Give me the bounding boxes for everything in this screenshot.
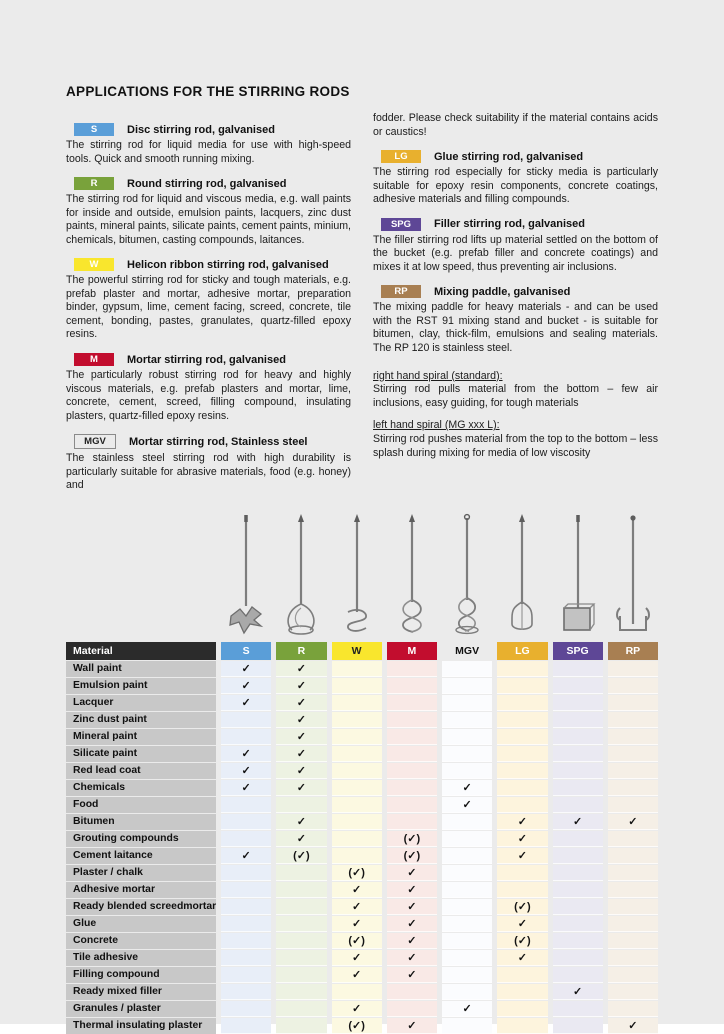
check-cell <box>387 814 437 830</box>
material-cell: Chemicals <box>66 780 216 796</box>
rod-section <box>66 258 351 342</box>
mortar-rod-stainless-icon <box>442 512 492 640</box>
check-cell <box>497 797 547 813</box>
table-row <box>66 899 658 915</box>
check-cell <box>608 899 658 915</box>
check-cell <box>276 950 326 966</box>
disc-rod-icon <box>221 512 271 640</box>
rod-section <box>66 123 351 166</box>
check-cell <box>332 695 382 711</box>
section-header <box>381 218 658 231</box>
check-cell <box>332 678 382 694</box>
material-cell: Thermal insulating plaster <box>66 1018 216 1034</box>
table-row <box>66 729 658 745</box>
column-header-w: W <box>332 642 382 660</box>
check-cell <box>553 848 603 864</box>
spiral-note-label: right hand spiral (standard): <box>373 369 503 382</box>
section-header <box>74 123 351 136</box>
check-cell: ✓ <box>497 916 547 932</box>
check-cell <box>221 950 271 966</box>
spiral-note-body: Stirring rod pulls material from the bottom – few air inclusions, easy guiding, for tough materials <box>373 383 658 409</box>
check-cell <box>553 763 603 779</box>
rod-section <box>373 112 658 139</box>
check-cell <box>387 661 437 677</box>
section-body: The filler stirring rod lifts up material settled on the bottom of the bucket (e.g. prefab filler and concrete coatings) and mixes it at low speed, thus preventing air inclusions. <box>373 233 658 273</box>
check-cell <box>497 780 547 796</box>
m-badge: M <box>74 353 114 366</box>
table-row <box>66 763 658 779</box>
material-cell: Tile adhesive <box>66 950 216 966</box>
check-cell <box>332 746 382 762</box>
check-cell <box>608 916 658 932</box>
check-cell: ✓ <box>442 1001 492 1017</box>
check-cell <box>553 831 603 847</box>
check-cell <box>608 882 658 898</box>
s-badge: S <box>74 123 114 136</box>
check-cell <box>442 746 492 762</box>
material-cell: Grouting compounds <box>66 831 216 847</box>
mgv-badge: MGV <box>74 434 116 449</box>
check-cell: ✓ <box>276 695 326 711</box>
check-cell <box>332 831 382 847</box>
table-row <box>66 780 658 796</box>
glue-rod-icon <box>497 512 547 640</box>
check-cell: ✓ <box>221 695 271 711</box>
check-cell: ✓ <box>276 746 326 762</box>
check-cell <box>608 797 658 813</box>
check-cell <box>221 1001 271 1017</box>
check-cell <box>497 1001 547 1017</box>
material-cell: Bitumen <box>66 814 216 830</box>
table-row <box>66 950 658 966</box>
check-cell: ✓ <box>387 916 437 932</box>
check-cell <box>221 899 271 915</box>
check-cell <box>276 865 326 881</box>
section-header <box>381 150 658 163</box>
check-cell <box>608 780 658 796</box>
check-cell: ✓ <box>332 1001 382 1017</box>
check-cell <box>442 831 492 847</box>
rod-section <box>66 177 351 247</box>
applications-table <box>66 642 658 1034</box>
check-cell <box>553 695 603 711</box>
material-cell: Silicate paint <box>66 746 216 762</box>
check-cell <box>387 797 437 813</box>
check-cell <box>553 950 603 966</box>
check-cell <box>276 916 326 932</box>
check-cell <box>553 882 603 898</box>
check-cell <box>497 746 547 762</box>
check-cell: ✓ <box>221 780 271 796</box>
material-cell: Cement laitance <box>66 848 216 864</box>
page-title: APPLICATIONS FOR THE STIRRING RODS <box>66 84 350 99</box>
check-cell: ✓ <box>497 848 547 864</box>
material-header-cell: Material <box>66 642 216 660</box>
check-cell <box>497 695 547 711</box>
check-cell <box>387 763 437 779</box>
check-cell: ✓ <box>553 984 603 1000</box>
check-cell <box>442 661 492 677</box>
table-row <box>66 831 658 847</box>
check-cell <box>221 865 271 881</box>
w-badge: W <box>74 258 114 271</box>
check-cell <box>553 916 603 932</box>
check-cell <box>497 678 547 694</box>
check-cell <box>497 882 547 898</box>
section-header <box>74 258 351 271</box>
check-cell <box>497 729 547 745</box>
section-header <box>74 177 351 190</box>
section-body: The stirring rod for liquid and viscous media, e.g. wall paints for inside and outside, emulsion paints, lacquers, zinc dust paints, mineral paints, silicate paints, cement paints, minium, chemicals, bitumen, casting compounds, laitances. <box>66 193 351 246</box>
material-cell: Granules / plaster <box>66 1001 216 1017</box>
section-heading: Disc stirring rod, galvanised <box>127 123 275 136</box>
check-cell <box>497 967 547 983</box>
check-cell: ✓ <box>276 780 326 796</box>
check-cell: ✓ <box>332 916 382 932</box>
check-cell: ✓ <box>497 831 547 847</box>
check-cell <box>332 763 382 779</box>
check-cell <box>221 967 271 983</box>
check-cell <box>497 661 547 677</box>
table-row <box>66 1018 658 1034</box>
check-cell <box>608 848 658 864</box>
rod-section <box>66 353 351 423</box>
mixing-paddle-icon <box>608 512 658 640</box>
text-column-left <box>66 112 351 502</box>
check-cell <box>553 780 603 796</box>
table-row <box>66 984 658 1000</box>
table-row <box>66 695 658 711</box>
section-heading: Mortar stirring rod, Stainless steel <box>129 435 308 448</box>
section-body: The stirring rod for liquid media for use with high-speed tools. Quick and smooth running mixing. <box>66 139 351 165</box>
table-row <box>66 967 658 983</box>
section-body: The stirring rod especially for sticky media is particularly suitable for epoxy resin components, concrete coatings, adhesive materials and filling compounds. <box>373 166 658 206</box>
check-cell <box>221 984 271 1000</box>
check-cell: ✓ <box>442 780 492 796</box>
check-cell <box>332 729 382 745</box>
section-heading: Round stirring rod, galvanised <box>127 177 287 190</box>
check-cell <box>387 1001 437 1017</box>
check-cell <box>221 916 271 932</box>
check-cell: (✓) <box>276 848 326 864</box>
check-cell <box>608 763 658 779</box>
check-cell: ✓ <box>387 967 437 983</box>
check-cell: ✓ <box>387 899 437 915</box>
material-cell: Adhesive mortar <box>66 882 216 898</box>
check-cell <box>276 797 326 813</box>
section-header <box>74 353 351 366</box>
check-cell <box>221 1018 271 1034</box>
check-cell: ✓ <box>497 814 547 830</box>
table-row <box>66 661 658 677</box>
section-body: The particularly robust stirring rod for heavy and highly viscous materials, e.g. prefab plasters and mortar, lime, concrete, cement, screed, filling compound, insulating plasters, quartz-filled epoxy resins. <box>66 369 351 422</box>
check-cell: (✓) <box>497 899 547 915</box>
check-cell <box>553 797 603 813</box>
check-cell <box>221 814 271 830</box>
check-cell: ✓ <box>442 797 492 813</box>
check-cell <box>221 933 271 949</box>
material-cell: Ready blended screedmortar <box>66 899 216 915</box>
check-cell <box>387 678 437 694</box>
rp-badge: RP <box>381 285 421 298</box>
check-cell <box>442 848 492 864</box>
material-cell: Red lead coat <box>66 763 216 779</box>
material-cell: Plaster / chalk <box>66 865 216 881</box>
r-badge: R <box>74 177 114 190</box>
check-cell <box>387 695 437 711</box>
check-cell <box>608 831 658 847</box>
section-heading: Glue stirring rod, galvanised <box>434 150 584 163</box>
check-cell: ✓ <box>221 763 271 779</box>
table-row <box>66 916 658 932</box>
check-cell <box>332 848 382 864</box>
stirring-rod-images <box>66 510 658 640</box>
column-header-spg: SPG <box>553 642 603 660</box>
check-cell <box>553 661 603 677</box>
section-heading: Mixing paddle, galvanised <box>434 285 571 298</box>
table-body <box>66 661 658 1034</box>
section-heading: Mortar stirring rod, galvanised <box>127 353 286 366</box>
check-cell <box>387 712 437 728</box>
check-cell <box>332 712 382 728</box>
check-cell <box>332 797 382 813</box>
check-cell <box>387 984 437 1000</box>
check-cell <box>332 780 382 796</box>
check-cell: (✓) <box>332 865 382 881</box>
section-body: The stainless steel stirring rod with high durability is particularly suitable for abrasive materials, food (e.g. honey) and <box>66 452 351 492</box>
check-cell <box>497 712 547 728</box>
check-cell <box>553 729 603 745</box>
table-row <box>66 814 658 830</box>
check-cell <box>221 831 271 847</box>
check-cell: ✓ <box>276 661 326 677</box>
check-cell: ✓ <box>221 678 271 694</box>
check-cell <box>608 865 658 881</box>
column-header-lg: LG <box>497 642 547 660</box>
check-cell <box>608 950 658 966</box>
check-cell <box>442 763 492 779</box>
table-row <box>66 882 658 898</box>
page-content <box>66 84 658 1034</box>
check-cell <box>553 967 603 983</box>
check-cell <box>442 695 492 711</box>
check-cell <box>442 950 492 966</box>
check-cell: ✓ <box>332 882 382 898</box>
check-cell: ✓ <box>387 950 437 966</box>
check-cell <box>442 882 492 898</box>
spg-badge: SPG <box>381 218 421 231</box>
check-cell <box>442 729 492 745</box>
check-cell: ✓ <box>276 763 326 779</box>
table-header-row <box>66 642 658 660</box>
check-cell: ✓ <box>332 950 382 966</box>
table-row <box>66 848 658 864</box>
check-cell: ✓ <box>387 1018 437 1034</box>
check-cell <box>442 678 492 694</box>
check-cell <box>387 729 437 745</box>
check-cell <box>553 746 603 762</box>
filler-rod-icon <box>553 512 603 640</box>
check-cell <box>553 933 603 949</box>
check-cell: ✓ <box>221 661 271 677</box>
check-cell: ✓ <box>276 729 326 745</box>
check-cell <box>608 678 658 694</box>
check-cell <box>608 661 658 677</box>
section-body: fodder. Please check suitability if the material contains acids or caustics! <box>373 112 658 138</box>
mortar-rod-icon <box>387 512 437 640</box>
section-header <box>381 285 658 298</box>
check-cell <box>387 746 437 762</box>
check-cell <box>276 899 326 915</box>
check-cell: ✓ <box>387 882 437 898</box>
check-cell: ✓ <box>332 967 382 983</box>
check-cell: ✓ <box>608 1018 658 1034</box>
check-cell <box>276 1001 326 1017</box>
helicon-ribbon-rod-icon <box>332 512 382 640</box>
check-cell: ✓ <box>276 831 326 847</box>
check-cell <box>332 814 382 830</box>
rod-section <box>373 150 658 207</box>
check-cell <box>608 712 658 728</box>
check-cell <box>608 729 658 745</box>
check-cell <box>608 1001 658 1017</box>
section-header <box>74 434 351 449</box>
table-row <box>66 712 658 728</box>
text-column-right <box>373 112 658 502</box>
check-cell <box>442 933 492 949</box>
check-cell: ✓ <box>332 899 382 915</box>
check-cell <box>608 984 658 1000</box>
rod-section <box>373 285 658 355</box>
check-cell <box>553 712 603 728</box>
spiral-note-label: left hand spiral (MG xxx L): <box>373 419 500 432</box>
material-cell: Mineral paint <box>66 729 216 745</box>
column-header-rp: RP <box>608 642 658 660</box>
column-header-s: S <box>221 642 271 660</box>
check-cell: ✓ <box>608 814 658 830</box>
check-cell <box>553 899 603 915</box>
check-cell <box>332 984 382 1000</box>
check-cell <box>221 729 271 745</box>
check-cell: (✓) <box>387 848 437 864</box>
table-row <box>66 1001 658 1017</box>
rod-section <box>373 218 658 275</box>
check-cell <box>442 916 492 932</box>
check-cell: ✓ <box>387 865 437 881</box>
check-cell <box>442 712 492 728</box>
check-cell: (✓) <box>387 831 437 847</box>
check-cell: ✓ <box>221 746 271 762</box>
material-cell: Lacquer <box>66 695 216 711</box>
check-cell: ✓ <box>276 678 326 694</box>
check-cell <box>221 882 271 898</box>
check-cell <box>276 882 326 898</box>
check-cell: ✓ <box>276 712 326 728</box>
check-cell <box>221 712 271 728</box>
check-cell <box>608 695 658 711</box>
check-cell: ✓ <box>497 950 547 966</box>
check-cell: (✓) <box>332 1018 382 1034</box>
section-body: The mixing paddle for heavy materials - and can be used with the RST 91 mixing stand and bucket - is suitable for bitumen, clay, thick-film, emulsions and sealing materials. The RP 120 is stainless steel. <box>373 301 658 355</box>
check-cell <box>442 814 492 830</box>
check-cell <box>276 967 326 983</box>
check-cell <box>442 899 492 915</box>
table-row <box>66 797 658 813</box>
material-cell: Emulsion paint <box>66 678 216 694</box>
section-heading: Helicon ribbon stirring rod, galvanised <box>127 258 329 271</box>
material-cell: Zinc dust paint <box>66 712 216 728</box>
check-cell: ✓ <box>221 848 271 864</box>
check-cell <box>442 865 492 881</box>
check-cell: (✓) <box>497 933 547 949</box>
check-cell: ✓ <box>276 814 326 830</box>
check-cell: ✓ <box>387 933 437 949</box>
check-cell <box>276 1018 326 1034</box>
check-cell <box>608 967 658 983</box>
check-cell <box>387 780 437 796</box>
column-header-mgv: MGV <box>455 644 480 657</box>
round-rod-icon <box>276 512 326 640</box>
check-cell <box>221 797 271 813</box>
text-columns <box>66 112 658 502</box>
check-cell <box>497 984 547 1000</box>
material-cell: Glue <box>66 916 216 932</box>
check-cell <box>553 1018 603 1034</box>
check-cell <box>497 1018 547 1034</box>
column-header-m: M <box>387 642 437 660</box>
material-cell: Ready mixed filler <box>66 984 216 1000</box>
check-cell <box>276 984 326 1000</box>
check-cell <box>608 933 658 949</box>
check-cell <box>608 746 658 762</box>
check-cell <box>332 661 382 677</box>
check-cell <box>497 763 547 779</box>
table-row <box>66 678 658 694</box>
check-cell <box>442 967 492 983</box>
table-row <box>66 933 658 949</box>
check-cell: (✓) <box>332 933 382 949</box>
table-row <box>66 746 658 762</box>
rod-section <box>66 434 351 493</box>
check-cell <box>553 1001 603 1017</box>
table-row <box>66 865 658 881</box>
column-header-r: R <box>276 642 326 660</box>
lg-badge: LG <box>381 150 421 163</box>
section-heading: Filler stirring rod, galvanised <box>434 218 585 231</box>
material-cell: Food <box>66 797 216 813</box>
material-cell: Wall paint <box>66 661 216 677</box>
check-cell <box>276 933 326 949</box>
check-cell <box>442 984 492 1000</box>
check-cell <box>553 865 603 881</box>
check-cell: ✓ <box>553 814 603 830</box>
section-body: The powerful stirring rod for sticky and tough materials, e.g. prefab plaster and mortar, adhesive mortar, preparation binder, gypsum, lime, cement facing, screed, concrete, tile cement, bonding, pastes, granulates, quartz-filled epoxy resins. <box>66 274 351 341</box>
material-cell: Filling compound <box>66 967 216 983</box>
spiral-note-body: Stirring rod pushes material from the top to the bottom – less splash during mixing for media of low viscosity <box>373 433 658 459</box>
check-cell <box>497 865 547 881</box>
material-cell: Concrete <box>66 933 216 949</box>
check-cell <box>442 1018 492 1034</box>
check-cell <box>553 678 603 694</box>
